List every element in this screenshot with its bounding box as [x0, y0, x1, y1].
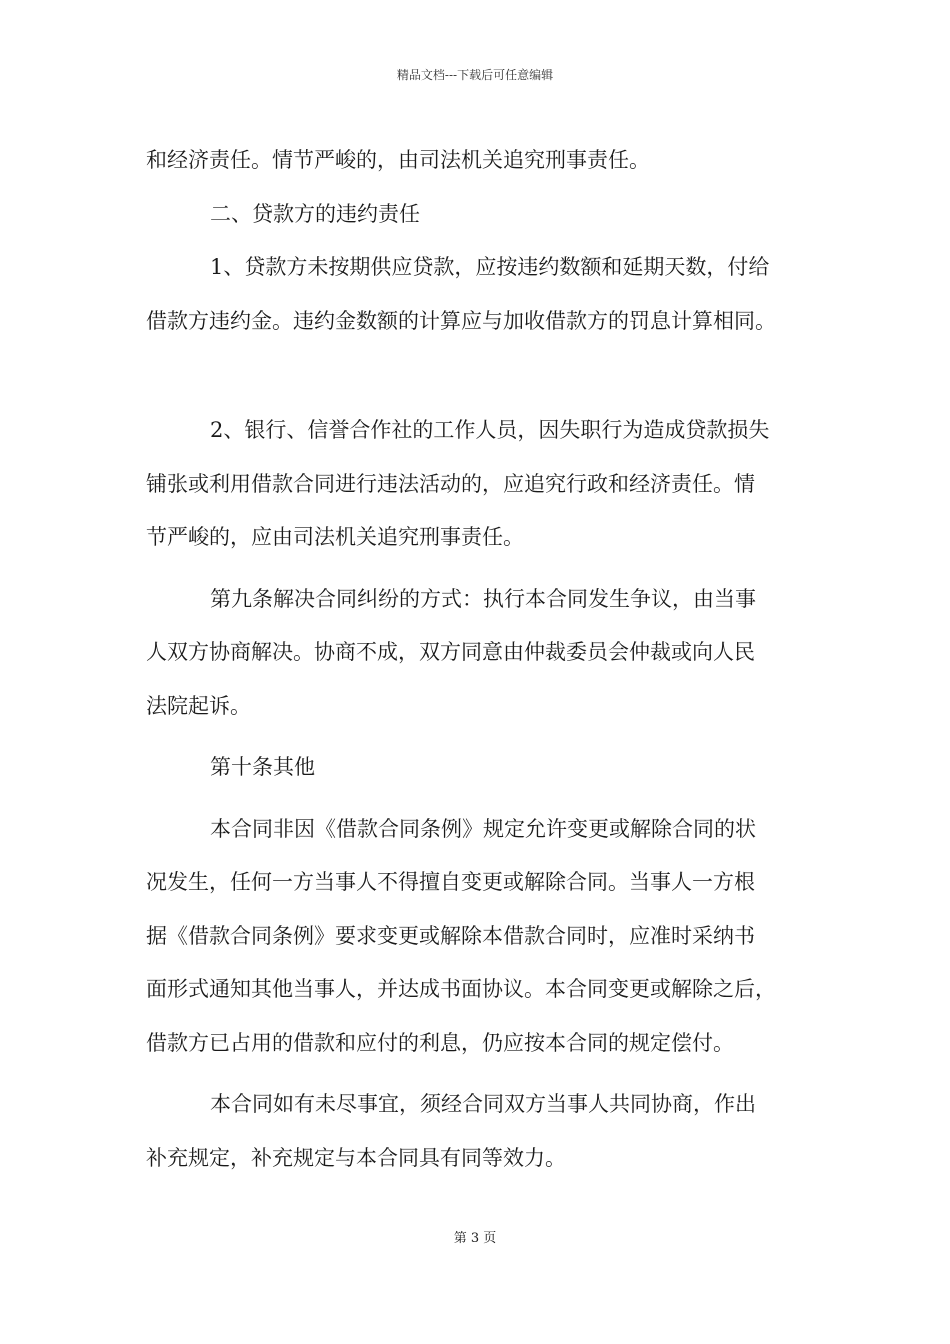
paragraph-line: 本合同非因《借款合同条例》规定允许变更或解除合同的状	[210, 816, 756, 841]
paragraph-gap	[146, 733, 822, 741]
paragraph-gap	[146, 795, 822, 803]
paragraph-line: 和经济责任。情节严峻的，由司法机关追究刑事责任。	[146, 148, 650, 172]
page-header: 精品文档---下载后可任意编辑	[396, 68, 554, 82]
paragraph-line: 据《借款合同条例》要求变更或解除本借款合同时，应准时采纳书	[146, 923, 755, 948]
article-heading-line: 第九条解决合同纠纷的方式：执行本合同发生争议，由当事	[210, 586, 756, 611]
paragraph-line: 法院起诉。	[146, 693, 251, 718]
paragraph-line: 面形式通知其他当事人，并达成书面协议。本合同变更或解除之后，	[146, 977, 776, 1001]
paragraph-line: 人双方协商解决。协商不成，双方同意由仲裁委员会仲裁或向人民	[146, 640, 755, 664]
paragraph-line: 2、银行、信誉合作社的工作人员，因失职行为造成贷款损失	[210, 418, 770, 442]
article-heading: 第十条其他	[210, 755, 315, 779]
paragraph-gap	[146, 348, 822, 404]
paragraph-line: 本合同如有未尽事宜，须经合同双方当事人共同协商，作出	[210, 1092, 756, 1116]
paragraph-line: 1、贷款方未按期供应贷款，应按违约数额和延期天数，付给	[210, 255, 770, 279]
section-heading: 二、贷款方的违约责任	[210, 201, 420, 226]
paragraph-line: 节严峻的，应由司法机关追究刑事责任。	[146, 525, 524, 549]
paragraph-line: 借款方已占用的借款和应付的利息，仍应按本合同的规定偿付。	[146, 1030, 734, 1055]
page-number: 第 3 页	[453, 1231, 497, 1246]
paragraph-line: 铺张或利用借款合同进行违法活动的，应追究行政和经济责任。情	[146, 471, 755, 496]
paragraph-gap	[146, 1070, 822, 1078]
paragraph-gap	[146, 565, 822, 573]
document-body	[146, 134, 822, 1185]
paragraph-line: 借款方违约金。违约金数额的计算应与加收借款方的罚息计算相同。	[146, 308, 776, 333]
paragraph-line: 况发生，任何一方当事人不得擅自变更或解除合同。当事人一方根	[146, 870, 755, 894]
paragraph-line: 补充规定，补充规定与本合同具有同等效力。	[146, 1145, 566, 1170]
